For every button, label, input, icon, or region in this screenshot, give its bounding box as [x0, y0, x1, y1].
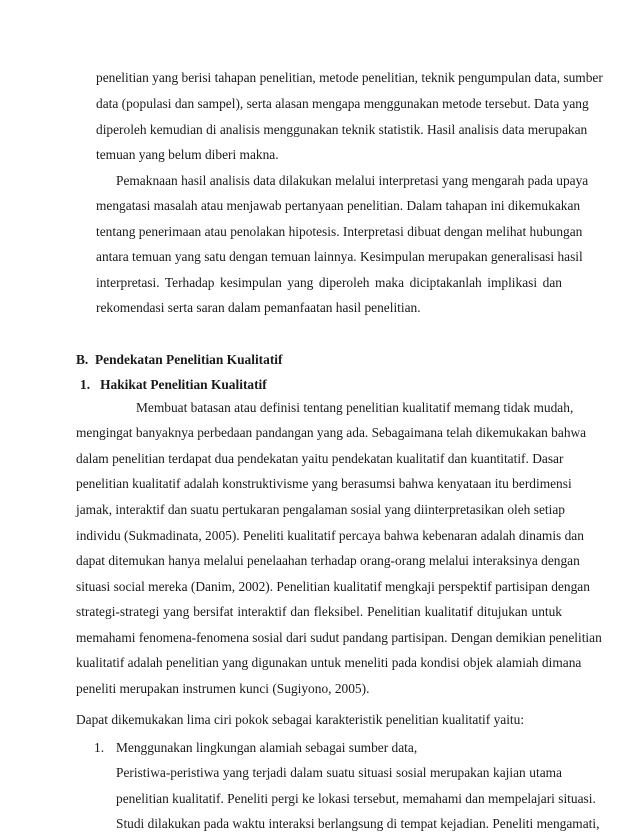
section-heading — [76, 352, 282, 368]
paragraph-line: Pemaknaan hasil analisis data dilakukan melalui interpretasi yang mengarah pada upaya — [116, 173, 589, 188]
paragraph-line: mengingat banyaknya perbedaan pandangan yang ada. Sebagaimana telah dikemukakan bahwa — [76, 425, 587, 440]
paragraph-line: tentang penerimaan atau penolakan hipotesis. Interpretasi dibuat dengan melihat hubungan — [96, 224, 583, 239]
paragraph-line: penelitian yang berisi tahapan penelitian, metode penelitian, teknik pengumpulan data, sumber — [96, 70, 603, 85]
list-item-line: penelitian kualitatif. Peneliti pergi ke lokasi tersebut, memahami dan mempelajari situasi. — [116, 791, 596, 806]
paragraph-line: situasi social mereka (Danim, 2002). Penelitian kualitatif mengkaji perspektif partisipan dengan — [76, 579, 590, 594]
paragraph-line: data (populasi dan sampel), serta alasan mengapa menggunakan metode tersebut. Data yang — [96, 96, 589, 111]
list-item-title: Menggunakan lingkungan alamiah sebagai sumber data, — [116, 740, 418, 755]
paragraph-line: dalam penelitian terdapat dua pendekatan yaitu pendekatan kualitatif dan kuantitatif. Dasar — [76, 451, 564, 466]
paragraph-line: individu (Sukmadinata, 2005). Peneliti kualitatif percaya bahwa kebenaran adalah dinamis dan — [76, 528, 584, 543]
subsection-title: Hakikat Penelitian Kualitatif — [100, 377, 267, 392]
paragraph-line: interpretasi. Terhadap kesimpulan yang diperoleh maka diciptakanlah implikasi dan — [96, 275, 562, 290]
subsection-number: 1. — [80, 377, 91, 392]
paragraph-line: mengatasi masalah atau menjawab pertanyaan penelitian. Dalam tahapan ini dikemukakan — [96, 198, 581, 213]
paragraph-line: memahami fenomena-fenomena sosial dari sudut pandang partisipan. Dengan demikian penelitian — [76, 630, 602, 645]
section-number: B. — [76, 352, 89, 367]
paragraph-line: strategi-strategi yang bersifat interaktif dan fleksibel. Penelitian kualitatif ditujukan untuk — [76, 604, 562, 619]
paragraph-line: penelitian kualitatif adalah konstruktivisme yang berasumsi bahwa kenyataan itu berdimensi — [76, 476, 572, 491]
paragraph-line: peneliti merupakan instrumen kunci (Sugiyono, 2005). — [76, 681, 370, 696]
list-item-number: 1. — [94, 740, 105, 755]
paragraph-line: jamak, interaktif dan suatu pertukaran pengalaman sosial yang diinterpretasikan oleh setiap — [76, 502, 565, 517]
list-item-line: Peristiwa-peristiwa yang terjadi dalam suatu situasi sosial merupakan kajian utama — [116, 765, 562, 780]
subsection-heading — [80, 377, 267, 393]
list-item-line: Studi dilakukan pada waktu interaksi berlangsung di tempat kejadian. Peneliti mengamati, — [116, 816, 600, 831]
section-title: Pendekatan Penelitian Kualitatif — [94, 352, 283, 367]
paragraph-line: Membuat batasan atau definisi tentang penelitian kualitatif memang tidak mudah, — [136, 400, 574, 415]
paragraph-line: rekomendasi serta saran dalam pemanfaatan hasil penelitian. — [96, 300, 421, 315]
paragraph-line: antara temuan yang satu dengan temuan lainnya. Kesimpulan merupakan generalisasi hasil — [96, 249, 583, 264]
paragraph-line: temuan yang belum diberi makna. — [96, 147, 279, 162]
paragraph-line: kualitatif adalah penelitian yang digunakan untuk meneliti pada kondisi objek alamiah dimana — [76, 655, 582, 670]
list-intro: Dapat dikemukakan lima ciri pokok sebagai karakteristik penelitian kualitatif yaitu: — [76, 712, 525, 727]
paragraph-line: diperoleh kemudian di analisis menggunakan teknik statistik. Hasil analisis data merupakan — [96, 122, 588, 137]
paragraph-line: dapat ditemukan hanya melalui penelaahan terhadap orang-orang melalui interaksinya dengan — [76, 553, 580, 568]
